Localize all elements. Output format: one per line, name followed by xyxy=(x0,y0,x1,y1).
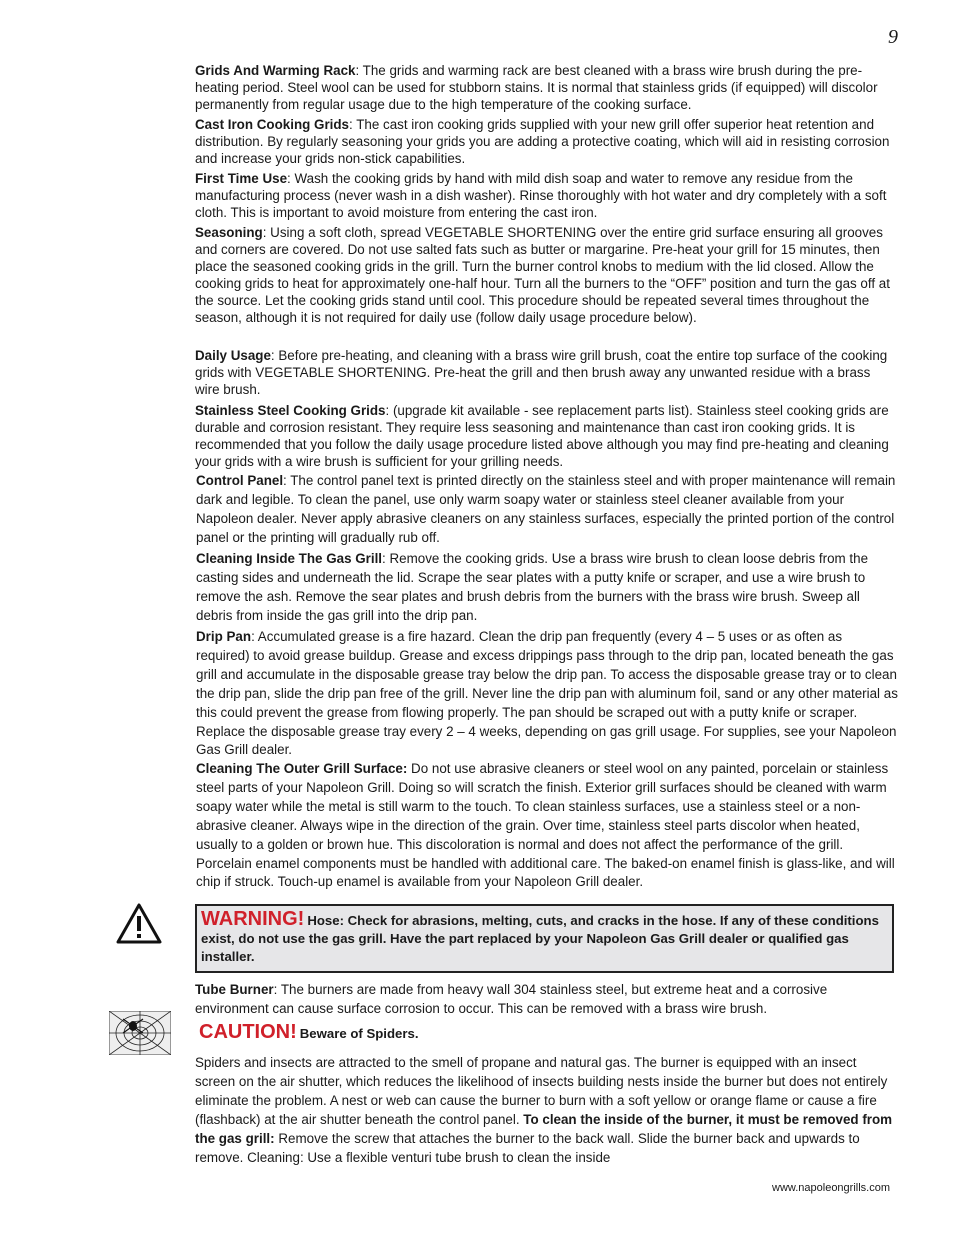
section-title: Seasoning xyxy=(195,225,263,240)
section-spiders xyxy=(195,1054,897,1167)
warning-text: Hose: Check for abrasions, melting, cuts, and cracks in the hose. If any of these conditions exist, do not use the gas grill. Have the part replaced by your Napoleon Gas Grill dealer or qualified gas installer. xyxy=(201,913,879,964)
section-text: : The cast iron cooking grids supplied with your new grill offer superior heat retention and distribution. By regularly seasoning your grids you are adding a protective coating, which will aid in resisting corrosion and increase your grids non-stick capabilities. xyxy=(195,117,890,166)
section-tube-burner xyxy=(195,981,897,1018)
section-text: : The burners are made from heavy wall 304 stainless steel, but extreme heat and a corrosive environment can cause surface corrosion to occur. This can be removed with a brass wire brush. xyxy=(195,982,828,1016)
caution-line xyxy=(199,1021,419,1044)
section-title: Drip Pan xyxy=(196,629,252,644)
warning-label: WARNING! xyxy=(201,908,305,930)
section-title: Control Panel xyxy=(196,473,284,488)
warning-triangle-icon xyxy=(116,902,162,944)
section-text: : Before pre-heating, and cleaning with a brass wire grill brush, coat the entire top surface of the cooking grids with VEGETABLE SHORTENING. Pre-heat the grill and then brush away any unwanted residue with a brass wire brush. xyxy=(195,348,888,397)
section-title: Stainless Steel Cooking Grids xyxy=(195,403,386,418)
warning-box xyxy=(195,904,894,973)
section-text: : (upgrade kit available - see replacement parts list). Stainless steel cooking grids are durable and corrosion resistant. They require less seasoning and maintenance than cast iron cooking grids. It is recommended that you follow the daily usage procedure listed above although you may find pre-heating and cleaning your grids with a wire brush is sufficient for your grilling needs. xyxy=(195,403,889,469)
section-text: : The grids and warming rack are best cleaned with a brass wire brush during the pre-heating period. Steel wool can be used for stubborn stains. It is normal that stainless grids (if equipped) will discolor permanently from regular usage due to the high temperature of the cooking surface. xyxy=(195,63,878,112)
section-text: : Remove the cooking grids. Use a brass wire brush to clean loose debris from the casting sides and underneath the lid. Scrape the sear plates with a putty knife or scraper, and use a wire brush to remove the ash. Remove the sear plates and brush debris from the burners with the brass wire brush. Sweep all debris from inside the gas grill into the drip pan. xyxy=(196,551,869,623)
section-title: Tube Burner xyxy=(195,982,274,997)
spiders-bold: To clean the inside of the burner, it must be removed from the gas grill: xyxy=(195,1111,893,1146)
section-text: : Wash the cooking grids by hand with mild dish soap and water to remove any residue from the manufacturing process (never wash in a dish washer). Rinse thoroughly with hot water and dry completely with a soft cloth. This is important to avoid moisture from entering the cast iron. xyxy=(195,171,887,220)
section-text: : Accumulated grease is a fire hazard. Clean the drip pan frequently (every 4 – 5 uses or as often as required) to avoid grease buildup. Grease and excess drippings pass through to the drip pan, located beneath the gas grill and accumulate in the disposable grease tray below the drip pan. To access the disposable grease tray or to clean the drip pan, slide the drip pan free of the grill. Never line the drip pan with aluminum foil, sand or any other material as this could prevent the grease from flowing properly. The pan should be scraped out with a putty knife or scraper. Replace the disposable grease tray every 2 – 4 weeks, depending on gas grill usage. For supplies, see your Napoleon Gas Grill dealer. xyxy=(196,629,898,758)
section-text: : The control panel text is printed directly on the stainless steel and with proper maintenance will remain dark and legible. To clean the panel, use only warm soapy water or stainless steel cleaner available from your Napoleon dealer. Never apply abrasive cleaners on any stainless surfaces, especially the printed portion of the control panel or the printing will gradually rub off. xyxy=(196,473,896,545)
section-text: : Using a soft cloth, spread VEGETABLE SHORTENING over the entire grid surface ensuring all grooves and corners are covered. Do not use salted fats such as butter or margarine. Pre-heat your grill for 15 minutes, then place the seasoned cooking grids in the grill. Turn the burner control knobs to medium with the lid closed. Allow the cooking grids to heat for approximately one-half hour. Turn all the burners to the “OFF” position and turn the gas off at the source. Let the cooking grids stand until cool. This procedure should be repeated several times throughout the season, although it is not required for daily use (follow daily usage procedure below). xyxy=(195,225,890,325)
section-control-panel xyxy=(196,472,898,548)
section-cast-iron-grids xyxy=(195,116,897,167)
section-title: Cast Iron Cooking Grids xyxy=(195,117,350,132)
page-number: 9 xyxy=(888,26,898,48)
section-title: Daily Usage xyxy=(195,348,271,363)
section-cleaning-inside xyxy=(196,550,898,626)
caution-label: CAUTION! xyxy=(199,1021,297,1043)
section-first-time-use xyxy=(195,170,897,221)
section-drip-pan xyxy=(196,628,898,760)
spiders-text-a: Spiders and insects are attracted to the smell of propane and natural gas. The burner is equipped with an insect screen on the air shutter, which reduces the likelihood of insects building nests inside the burner but does not entirely eliminate the problem. A nest or web can cause the burner to burn with a soft yellow or orange flame or cause a fire (flashback) at the air shutter beneath the control panel. xyxy=(195,1055,888,1127)
section-stainless-grids xyxy=(195,402,897,470)
section-title: First Time Use xyxy=(195,171,288,186)
section-text: Do not use abrasive cleaners or steel wool on any painted, porcelain or stainless steel parts of your Napoleon Grill. Doing so will scratch the finish. Exterior grill surfaces should be cleaned with warm soapy water while the metal is still warm to the touch. To clean stainless surfaces, use a stainless steel or a non-abrasive cleaner. Always wipe in the direction of the grain. Over time, stainless steel parts discolor when heated, usually to a golden or brown hue. This discoloration is normal and does not affect the performance of the grill. Porcelain enamel components must be handled with additional care. The baked-on enamel finish is glass-like, and will chip if struck. Touch-up enamel is available from your Napoleon Grill dealer. xyxy=(196,761,895,890)
section-title: Cleaning The Outer Grill Surface: xyxy=(196,761,408,776)
spider-web-icon xyxy=(109,1011,171,1055)
footer-url: www.napoleongrills.com xyxy=(772,1182,890,1194)
section-outer-surface xyxy=(196,760,898,892)
section-daily-usage xyxy=(195,347,897,398)
section-title: Grids And Warming Rack xyxy=(195,63,356,78)
spiders-text-b: Remove the screw that attaches the burner to the back wall. Slide the burner back and upwards to remove. Cleaning: Use a flexible venturi tube brush to clean the inside xyxy=(195,1130,860,1165)
section-seasoning xyxy=(195,224,897,326)
section-grids-warming-rack xyxy=(195,62,897,113)
section-title: Cleaning Inside The Gas Grill xyxy=(196,551,383,566)
caution-text: Beware of Spiders. xyxy=(299,1026,419,1041)
